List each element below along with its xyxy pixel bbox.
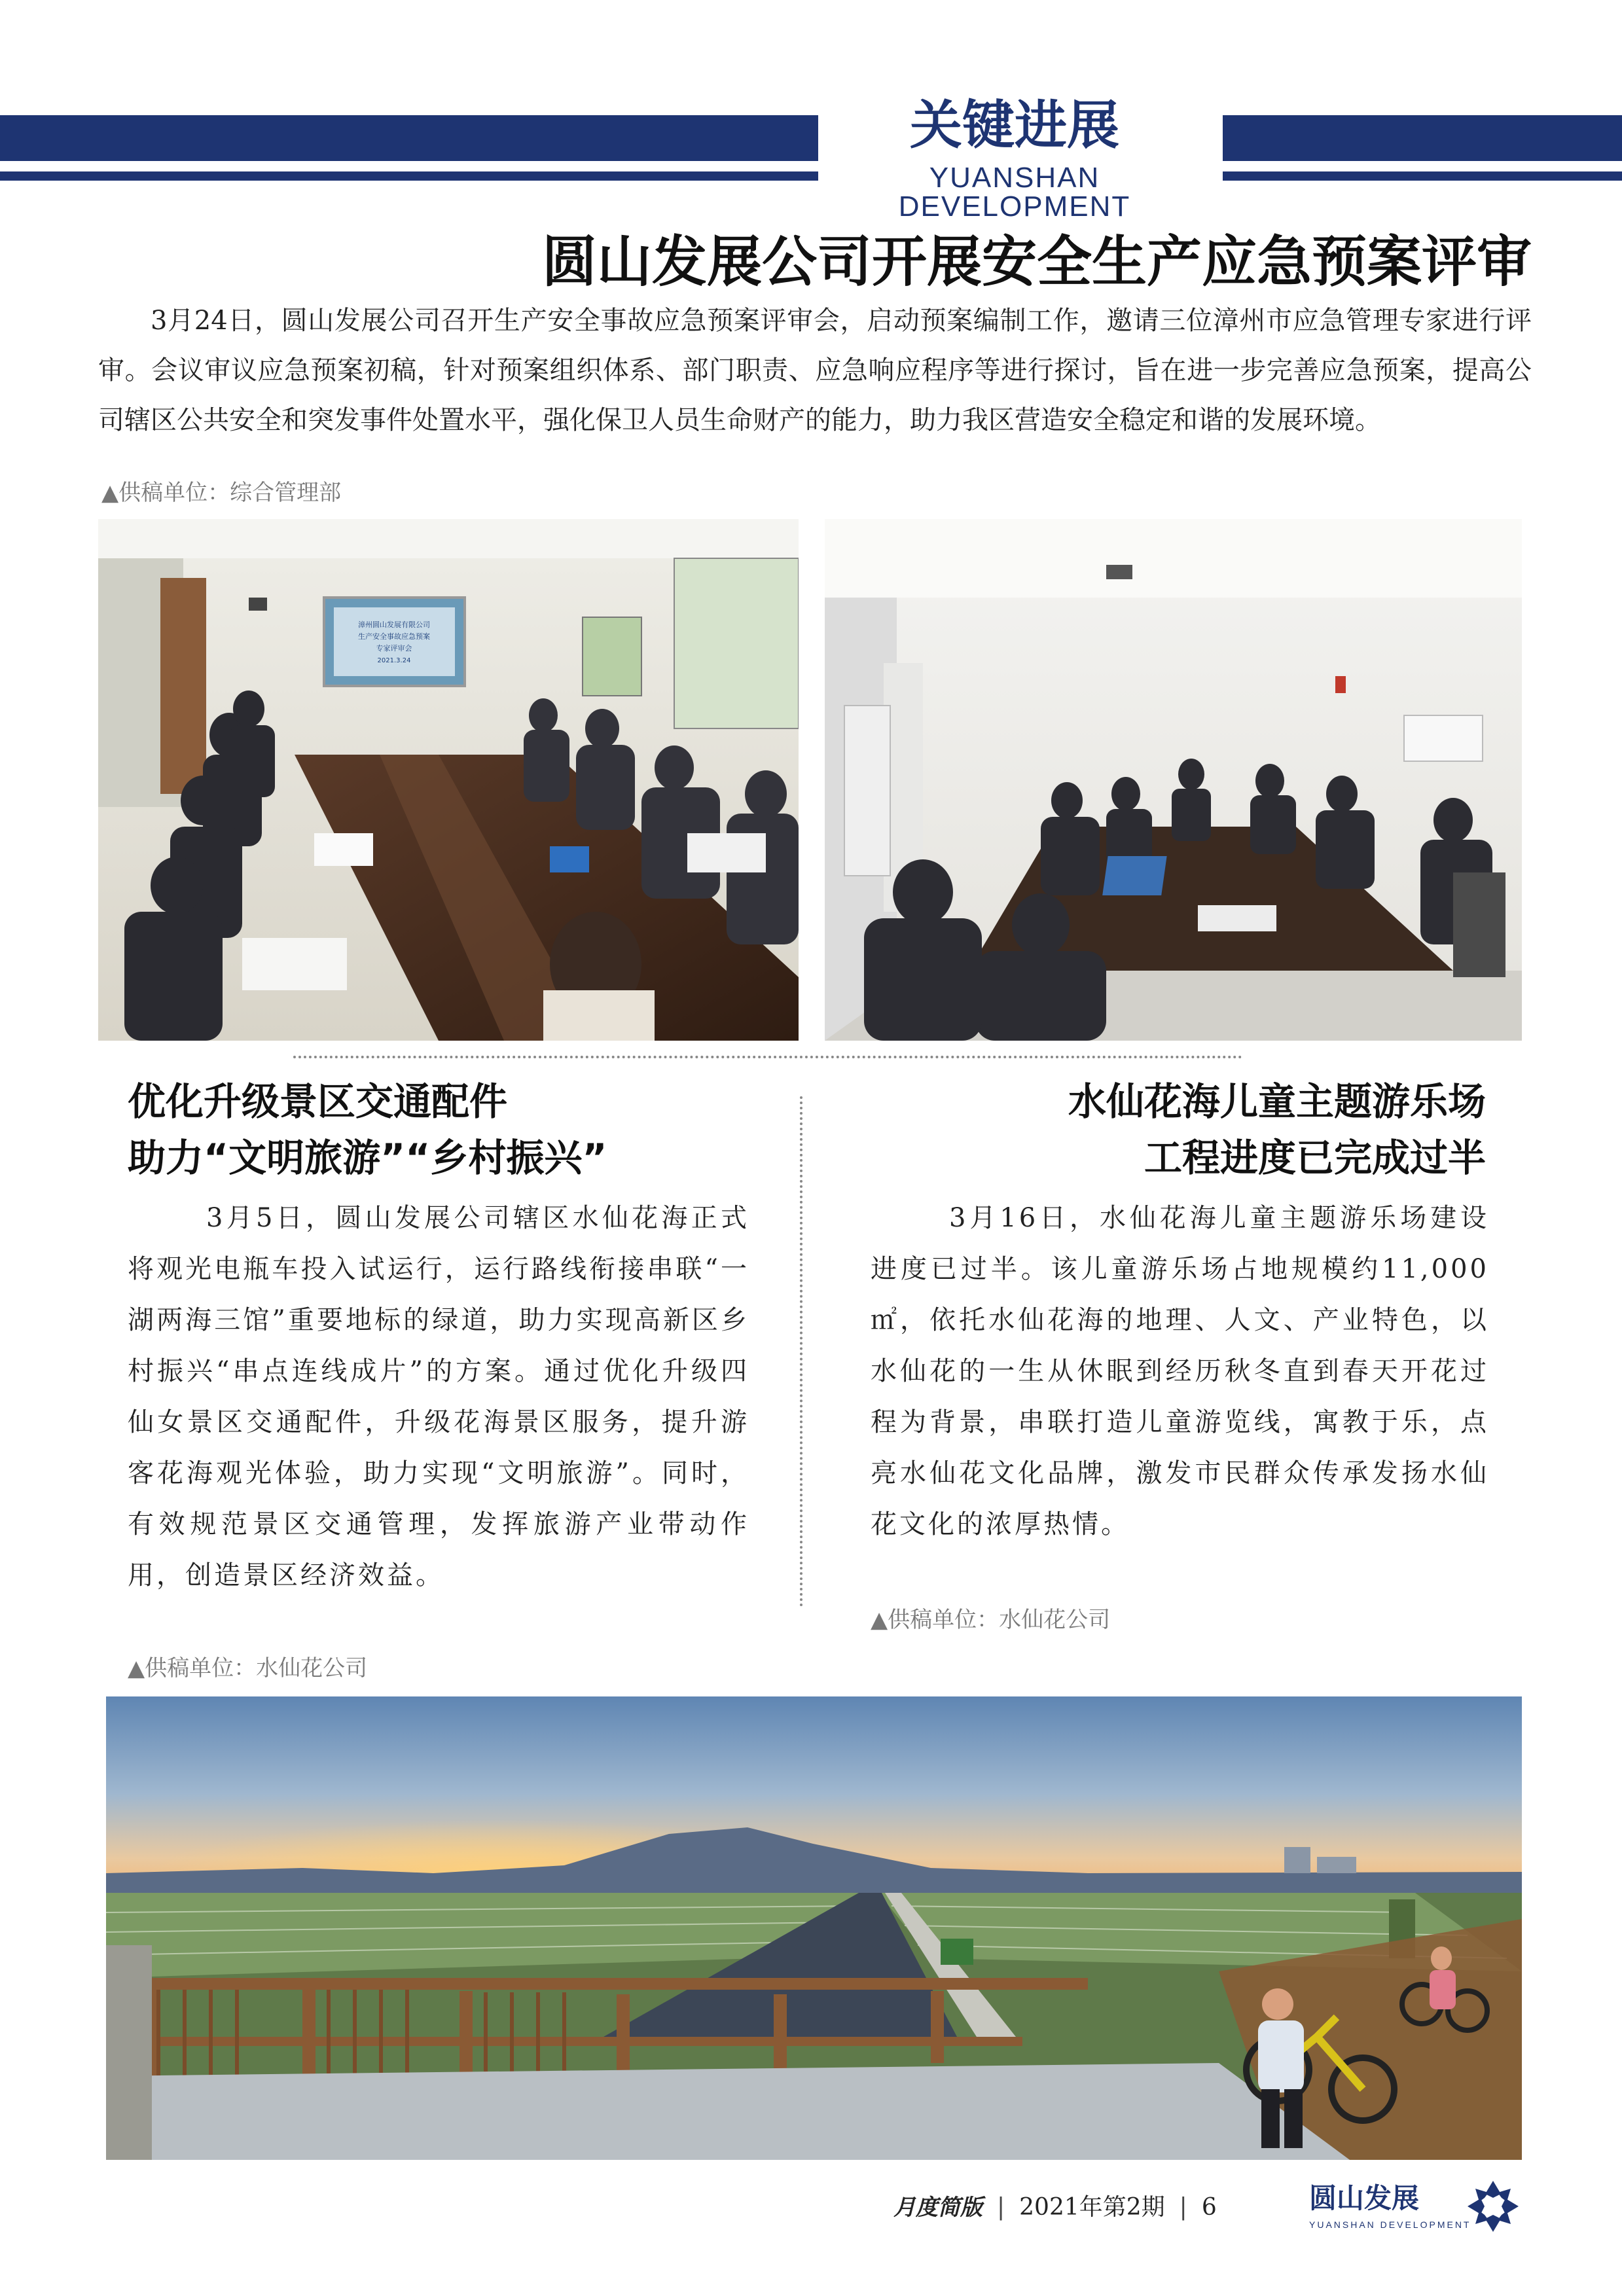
footer-publication: 月度简版 <box>893 2195 982 2221</box>
header-bar-right <box>1223 115 1622 161</box>
footer-separator: | <box>1179 2194 1187 2221</box>
narcissus-sea-panorama-photo <box>106 1696 1522 2160</box>
article-title-playground <box>851 1073 1486 1186</box>
header-bar-left <box>0 115 818 161</box>
article-title-traffic-upgrade <box>128 1073 756 1186</box>
article-credit-admin: ▲供稿单位：综合管理部 <box>101 480 342 506</box>
article-body-traffic-upgrade: 3月5日，圆山发展公司辖区水仙花海正式将观光电瓶车投入试运行，运行路线衔接串联“一湖两海三馆”重要地标的绿道，助力实现高新区乡村振兴“串点连线成片”的方案。通过优化升级四仙女景区交通配件，升级花海景区服务，提升游客花海观光体验，助力实现“文明旅游”。同时，有效规范景区交通管理，发挥旅游产业带动作用，创造景区经济效益。 <box>128 1203 749 1590</box>
footer-brand-subtitle: YUANSHAN DEVELOPMENT <box>1309 2219 1471 2230</box>
header-rule-right <box>1223 171 1622 181</box>
article-credit-narcissus-right: ▲供稿单位：水仙花公司 <box>871 1607 1111 1633</box>
footer-page-number: 6 <box>1201 2194 1217 2221</box>
brand-logo-icon <box>1465 2178 1521 2234</box>
footer-issue-info <box>893 2189 1217 2226</box>
section-subtitle: YUANSHAN DEVELOPMENT <box>898 162 1131 223</box>
meeting-photo-laptops <box>825 519 1522 1041</box>
footer-brand-name: 圆山发展 <box>1309 2182 1420 2214</box>
section-divider-horizontal <box>293 1056 1242 1058</box>
article-title-safety-review: 圆山发展公司开展安全生产应急预案评审 <box>541 230 1532 294</box>
projector-screen-line-2: 生产安全事故应急预案 <box>358 632 430 641</box>
article-body-playground: 3月16日，水仙花海儿童主题游乐场建设进度已过半。该儿童游乐场占地规模约11,000㎡，依托水仙花海的地理、人文、产业特色，以水仙花的一生从休眠到经历秋冬直到春天开花过程为背景，串联打造儿童游览线，寓教于乐，点亮水仙花文化品牌，激发市民群众传承发扬水仙花文化的浓厚热情。 <box>871 1203 1489 1539</box>
projector-screen-line-3: 专家评审会 <box>376 644 412 653</box>
article-credit-narcissus-left: ▲供稿单位：水仙花公司 <box>128 1655 368 1681</box>
projector-screen-line-1: 漳州圆山发展有限公司 <box>358 620 430 629</box>
article-title-traffic-line-2: 助力“文明旅游”“乡村振兴” <box>128 1136 607 1180</box>
article-title-playground-line-1: 水仙花海儿童主题游乐场 <box>1068 1079 1486 1124</box>
section-title: 关键进展 <box>910 95 1119 156</box>
projector-screen-line-4: 2021.3.24 <box>377 657 411 664</box>
footer-separator: | <box>997 2194 1005 2221</box>
article-title-playground-line-2: 工程进度已完成过半 <box>1144 1136 1486 1180</box>
section-divider-vertical <box>800 1096 802 1607</box>
meeting-photo-projector <box>98 519 799 1041</box>
footer-issue: 2021年第2期 <box>1019 2194 1165 2221</box>
header-rule-left <box>0 171 818 181</box>
article-title-traffic-line-1: 优化升级景区交通配件 <box>128 1079 508 1124</box>
article-body-safety-review: 3月24日，圆山发展公司召开生产安全事故应急预案评审会，启动预案编制工作，邀请三位漳州市应急管理专家进行评审。会议审议应急预案初稿，针对预案组织体系、部门职责、应急响应程序等进行探讨，旨在进一步完善应急预案，提高公司辖区公共安全和突发事件处置水平，强化保卫人员生命财产的能力，助力我区营造安全稳定和谐的发展环境。 <box>98 306 1532 435</box>
